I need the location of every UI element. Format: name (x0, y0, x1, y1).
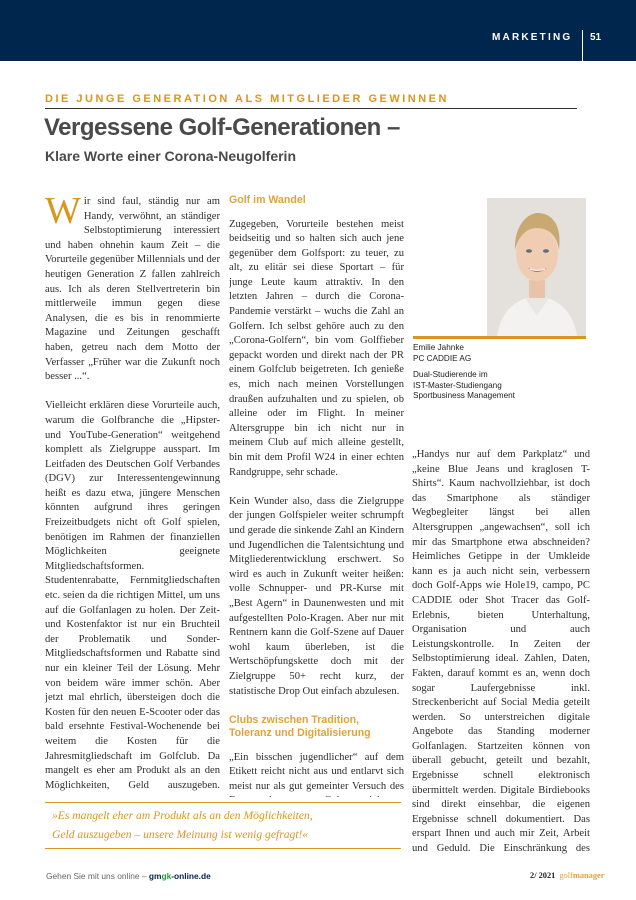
issue-number: 2/ 2021 (530, 871, 556, 880)
url-part: -online.de (171, 871, 211, 881)
author-role-line: IST-Master-Studiengang (413, 380, 502, 390)
header-bar (0, 0, 636, 61)
author-company: PC CADDIE AG (413, 353, 472, 363)
magazine-logo (559, 871, 604, 880)
intro-text: ir sind faul, ständig nur am Handy, verwöhnt, an ständiger Selbstoptimierung interessiert und haben ohnehin kaum Zeit – die Vorurteile gegenüber Millennials und der heutigen Generation Z fallen zahlreich aus. Ich als deren Stellvertreterin bin mittlerweile immun gegen diese Analysen, die es bis in renommierte Magazine und Zeitungen geschafft haben, getreu nach dem Motto der Verfasser „Früher war die Zukunft noch besser ...“. (45, 196, 220, 383)
footer-issue (530, 871, 605, 880)
paragraph-gap (45, 385, 220, 400)
photo-divider (413, 336, 586, 339)
footer-promo-text: Gehen Sie mit uns online – (46, 871, 149, 881)
intro-paragraph (45, 195, 220, 385)
article-kicker: DIE JUNGE GENERATION ALS MITGLIEDER GEWINNEN (45, 93, 449, 105)
magazine-logo-part: manager (572, 871, 605, 880)
article-subtitle: Klare Worte einer Corona-Neugolferin (45, 148, 297, 164)
heading-gap (229, 741, 404, 751)
body-paragraph: Vielleicht erklären diese Vorurteile auch, warum die Golfbranche die „Hipster- und YouTube-Generation“ weitgehend komplett als Zielgruppe ausspart. Im Leitfaden des Deutschen Golf Verbandes (DGV) zur Interessentengewinnung heißt es dazu etwa, jüngere Menschen könnten aufgrund ihres geringen Freizeitbudgets nicht oft Golf spielen, benötigen im Rahmen der finanziellen Möglichkeiten geeignete Mitgliedschaftsformen. Studentenrabatte, Fernmitgliedschaften etc. seien da die richtigen Mittel, um uns auf die Golfanlagen zu holen. Der Zeit- und Kostenfaktor ist nur ein Bruchteil der Problematik und Sonder-Mitgliedschaftsformen und Rabatte sind nur ein kleiner Teil der Lösung. Mehr von beidem wäre immer schön. Aber jetzt mal ehrlich, übersteigen doch die Kosten für den neuen E-Scooter oder das bald ersehnte Festival-Wochenende bei weitem die Kosten für die Jahresmitgliedschaft im Golfclub. Da mangelt es eher am Produkt als an den Möglichkeiten, Geld auszugeben. (45, 400, 220, 791)
body-paragraph: „Handys nur auf dem Parkplatz“ und „keine Blue Jeans und kraglosen T-Shirts“. Kaum nachvollziehbar, ist doch das Smartphone als ständiger Wegbegleiter längst bei allen Altersgruppen „angewachsen“, soll ich mir das Smartphone etwa abschneiden? Heimliches Getippe in der Umkleide kann es ja auch nicht sein, verbessern doch Golf-Apps wie Hole19, campo, PC CADDIE oder Shot Tracer das Golf-Erlebnis, bieten Unterhaltung, Organisation und auch Leistungskontrolle. In Zeiten der Selbstoptimierung ideal. Zahlen, Daten, Fakten, darauf kommt es an, wenn doch sogar Laufergebnisse inkl. Streckenbericht auf Social Media geteilt werden. So unterstreichen digitale Angebote das Standing moderner Golfanlagen. Startzeiten können von überall gebucht, geteilt und bezahlt, Ergebnisse schnell elektronisch übermittelt werden. Digitale Birdiebooks sind direkt einsehbar, die eigenen Ergebnisse schnell dokumentiert. Das erspart Ihnen und auch mir Zeit, Arbeit und Geduld. Die Einschränkung des (412, 449, 590, 855)
author-photo (487, 198, 586, 336)
pullquote-line: Geld auszugeben – unsere Meinung ist wenig gefragt!« (52, 828, 309, 841)
pullquote-top-rule (45, 802, 401, 803)
paragraph-gap (229, 480, 404, 495)
article-title: Vergessene Golf-Generationen – (44, 114, 400, 141)
body-paragraph: Kein Wunder also, dass die Zielgruppe der jungen Golfspieler weiter schrumpft und gerade die sinkende Zahl an Kindern und Jugendlichen die Talentsichtung und Mitgliederentwicklung erschwert. So wird es auch in Zukunft weiter heißen: volle Schnupper- und PR-Kurse mit „Best Agern“ in Daunenwesten und mit aufgestellten Polo-Kragen. Aber nur mit Rentnern kann die Golf-Szene auf Dauer wohl kaum überleben, ist die Wertschöpfungskette doch mit der Zielgruppe 50+ recht kurz, der statistische Drop Out einfach abzulesen. (229, 495, 404, 697)
footer-promo (46, 871, 211, 881)
url-part: gm (148, 871, 162, 881)
column-2 (229, 194, 404, 797)
body-paragraph: „Ein bisschen jugendlicher“ auf dem Etikett reicht nicht aus und entlarvt sich meist nur als gut gemeinter Versuch des (229, 751, 404, 792)
dropcap: W (45, 195, 81, 232)
page-number: 51 (590, 32, 602, 43)
author-caption (413, 343, 588, 402)
magazine-logo-part: golf (559, 871, 573, 880)
pullquote-line: »Es mangelt eher am Produkt als an den Möglichkeiten, (52, 809, 313, 822)
section-heading-clubs: Clubs zwischen Tradition, Toleranz und Digitalisierung (229, 713, 371, 740)
website-link[interactable] (149, 871, 211, 881)
author-role-line: Dual-Studierende im (413, 370, 488, 379)
pullquote-bottom-rule (45, 848, 401, 849)
author-name: Emilie Jahnke (413, 343, 464, 352)
section-heading-golf-im-wandel: Golf im Wandel (229, 194, 306, 206)
author-role-line: Sportbusiness Management (413, 391, 515, 400)
pullquote (52, 806, 401, 844)
body-paragraph: Zugegeben, Vorurteile bestehen meist beidseitig und so halten sich auch jene gegenüber dem Golfsport: zu teuer, zu alt, zu elitär sei diese Sportart – für junge Leute kaum attraktiv. In den letzten Jahren – durch die Corona-Pandemie verstärkt – wuchs die Zahl an Golfern. Ich selbst gehöre auch zu den „Corona-Golfern“, bin vom Golffieber gepackt worden und direkt nach der PR einem Golfclub beigetreten. Ich genieße es, mich nach meinen Vorstellungen draußen aufzuhalten und zu spielen, ob alleine oder im Flight. In meiner Altersgruppe bin ich nicht nur in meinem Club auf mich alleine gestellt, bin mit dem Profil W24 in einer echten Randgruppe, sehr schade. (229, 218, 404, 478)
kicker-divider (45, 108, 577, 109)
heading-gap (229, 208, 404, 218)
column-3 (412, 448, 590, 858)
paragraph-gap (229, 699, 404, 714)
header-divider (582, 30, 583, 61)
column-1 (45, 195, 220, 795)
url-part-highlight: gk (161, 871, 172, 881)
author-portrait-illustration (487, 198, 586, 336)
section-label: MARKETING (492, 32, 573, 43)
